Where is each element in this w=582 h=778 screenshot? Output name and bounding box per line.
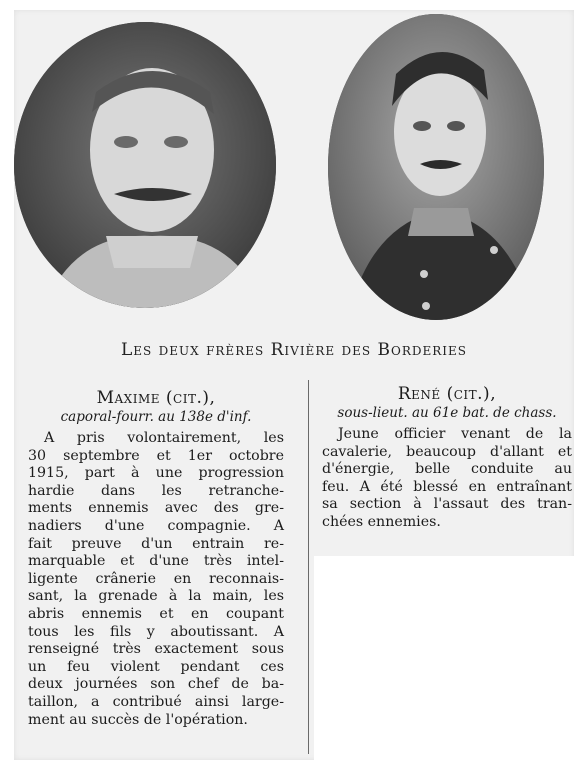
text-line: renseigné très exactement sous (28, 641, 284, 658)
citation-text-maxime (28, 430, 284, 729)
text-line: cavalerie, beaucoup d'allant et (322, 443, 572, 460)
portrait-rene (328, 14, 544, 320)
text-line: deux journées son chef de ba- (28, 676, 284, 693)
text-line: Jeune officier venant de la (338, 426, 572, 442)
blank-corner (314, 556, 582, 762)
text-line: hardie dans les retranche- (28, 482, 284, 499)
name-rene: René (cit.), (397, 384, 497, 404)
text-line: 1915, part à une progression (28, 465, 284, 482)
text-line: taillon, a contribué ainsi large- (28, 693, 284, 710)
text-line: ment au succès de l'opération. (28, 711, 248, 728)
text-line: A pris volontairement, les (44, 430, 284, 446)
text-line: sa section à l'assaut des tran- (322, 496, 572, 513)
column-divider (308, 380, 309, 754)
text-line: d'énergie, belle conduite au (322, 461, 572, 478)
text-line: fait preuve d'un entrain re- (28, 535, 284, 552)
text-line: marquable et d'une très intel- (28, 553, 284, 570)
text-line: abris ennemis et en coupant (28, 605, 284, 622)
rank-rene: sous-lieut. au 61e bat. de chass. (337, 405, 557, 421)
text-line: feu. A été blessé en entraînant (322, 478, 572, 495)
rank-maxime: caporal-fourr. au 138e d'inf. (60, 409, 252, 425)
text-line: ments ennemis avec des gre- (28, 500, 284, 517)
text-line: nadiers d'une compagnie. A (28, 517, 284, 534)
citation-maxime (28, 388, 284, 729)
text-line: ligente crânerie en reconnais- (28, 570, 284, 587)
citation-rene (322, 384, 572, 532)
citation-text-rene (322, 426, 572, 532)
text-line: sant, la grenade à la main, les (28, 588, 284, 605)
portrait-maxime (14, 22, 276, 308)
text-line: 30 septembre et 1er octobre (28, 447, 284, 464)
page-title: Les deux frères Rivière des Borderies (120, 340, 468, 360)
text-line: un feu violent pendant ces (28, 658, 284, 675)
text-line: tous les fils y aboutissant. A (28, 623, 284, 640)
name-maxime: Maxime (cit.), (96, 388, 216, 408)
text-line: chées ennemies. (322, 513, 441, 530)
